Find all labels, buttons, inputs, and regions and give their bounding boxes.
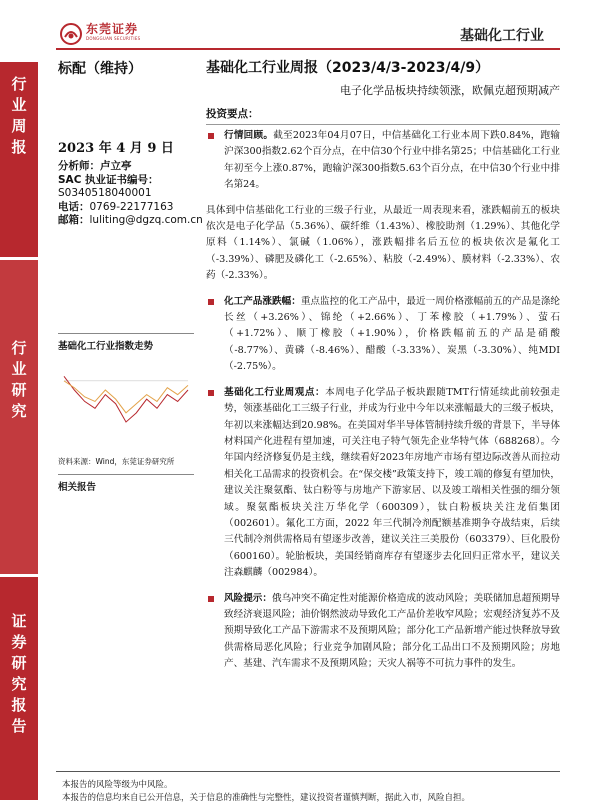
bullet-square-icon (208, 390, 214, 396)
chart-series-line-0 (64, 376, 188, 422)
sidebar-block-weekly: 行 业 周 报 (0, 62, 38, 257)
main-content (206, 128, 560, 682)
investment-points-heading: 投资要点： (206, 106, 560, 125)
rating: 标配（维持） (58, 61, 142, 77)
brand-sub: DONGGUAN SECURITIES (86, 36, 141, 41)
footer-risk-level: 本报告的风险等级为中风险。 (62, 780, 173, 790)
bullet-product-changes: 化工产品涨跌幅：重点监控的化工产品中，最近一周价格涨幅前五的产品是涤纶长丝（+3.26%）、锦纶（+2.66%）、丁苯橡胶（+1.79%）、萤石（+1.72%）、顺丁橡胶（+1.90%），价格跌幅前五的产品是硝酸（-8.77%）、黄磷（-8.46%）、醋酸（-3.33%）、炭黑（-3.30%）、纯MDI（-2.75%）。 (206, 294, 560, 376)
analyst-phone: 0769-22177163 (89, 200, 174, 213)
analyst-email[interactable]: luliting@dgzq.com.cn (89, 214, 203, 226)
sac-label: SAC 执业证书编号： (58, 173, 159, 186)
analyst-info: 分析师：卢立亭 SAC 执业证书编号： S0340518040001 电话：0769-22177163 邮箱：luliting@dgzq.com.cn (58, 160, 203, 226)
analyst-name: 卢立亭 (100, 160, 132, 172)
report-subtitle: 电子化学品板块持续领涨，欧佩克超预期减产 (340, 84, 560, 97)
report-title: 基础化工行业周报（2023/4/3-2023/4/9） (206, 60, 490, 76)
bullet-square-icon (208, 596, 214, 602)
brand-logo (60, 23, 140, 45)
chart-source: 资料来源：Wind，东莞证券研究所 (58, 457, 175, 466)
report-date: 2023 年 4 月 9 日 (58, 141, 174, 156)
chart-title: 基础化工行业指数走势 (58, 333, 194, 352)
sidebar-block-research: 行 业 研 究 (0, 260, 38, 574)
footer-disclaimer: 本报告的信息均来自已公开信息，关于信息的准确性与完整性，建议投资者谨慎判断，据此入市，风险自担。 (62, 793, 471, 803)
industry-tag: 基础化工行业 (460, 28, 544, 44)
chart-series-line-1 (64, 381, 188, 413)
related-reports-heading: 相关报告 (58, 474, 194, 493)
bullet-risk-warning: 风险提示：俄乌冲突不确定性对能源价格造成的波动风险；美联储加息超预期导致经济衰退风险；油价钢然波动导致化工产品价差收窄风险；宏观经济复苏不及预期导致化工产品下游需求不及预期风险；部分化工产品新增产能过快释放导致供需格局恶化风险；行业竞争加剧风险；部分化工品出口不及预期风险；房地产、基建、汽车需求不及预期风险；天灾人祸等不可抗力事件的发生。 (206, 591, 560, 673)
sidebar-block-report: 证 券 研 究 报 告 (0, 577, 38, 800)
header-divider (56, 48, 560, 50)
sidebar (0, 62, 38, 800)
bullet-weekly-view: 基础化工行业周观点：本周电子化学品子板块跟随TMT行情延续此前较强走势，领涨基础化工三级子行业，并成为行业中今年以来涨幅最大的三级子板块，年初以来涨幅达到20.98%。在美国对华半导体管制持续升级的背景下，半导体材料国产化进程有望加速，可关注电子特气领先企业华特气体（688268）。今年国内经济修复仍是主线，继续看好2023年房地产市场有望边际改善从而拉动相关化工品需求的投资机会。在“保交楼”政策支持下，竣工端的修复有望加快，建议关注聚氨酯、钛白粉等与房地产下游家居、以及竣工端相关性强的细分领域。聚氨酯板块关注万华化学（600309），钛白粉板块关注龙佰集团（002601）。氟化工方面，2022 年三代制冷剂配额基准期争夺战结束，后续三代制冷剂供需格局有望逐步改善，建议关注三美股份（603379）、巨化股份（600160）。轮胎板块，美国经销商库存有望逐步去化回归正常水平，建议关注森麒麟（002984）。 (206, 385, 560, 582)
footer-divider (56, 771, 560, 772)
brand-logo-icon (60, 23, 82, 45)
sub-industry-paragraph: 具体到中信基础化工行业的三级子行业，从最近一周表现来看，涨跌幅前五的板块依次是电子化学品（5.36%）、碳纤维（1.43%）、橡胶助剂（1.29%）、其他化学原料（1.14%）、氯碱（1.06%），涨跌幅排名后五位的板块依次是氟化工（-3.39%）、磷肥及磷化工（-2.65%）、粘胶（-2.49%）、膜材料（-2.33%）、农药（-2.33%）。 (206, 204, 560, 282)
bullet-market-review: 行情回顾。截至2023年04月07日，中信基础化工行业本周下跌0.84%，跑输沪深300指数2.62个百分点，在中信30个行业中排名第25；中信基础化工行业年初至今上涨0.87%，跑输沪深300指数5.63个百分点，在中信30个行业中排名第24。 (206, 128, 560, 194)
index-trend-chart (58, 352, 194, 448)
bullet-square-icon (208, 133, 214, 139)
brand-name: 东莞证券 (86, 22, 139, 36)
bullet-square-icon (208, 299, 214, 305)
sac-number: S0340518040001 (58, 187, 152, 199)
